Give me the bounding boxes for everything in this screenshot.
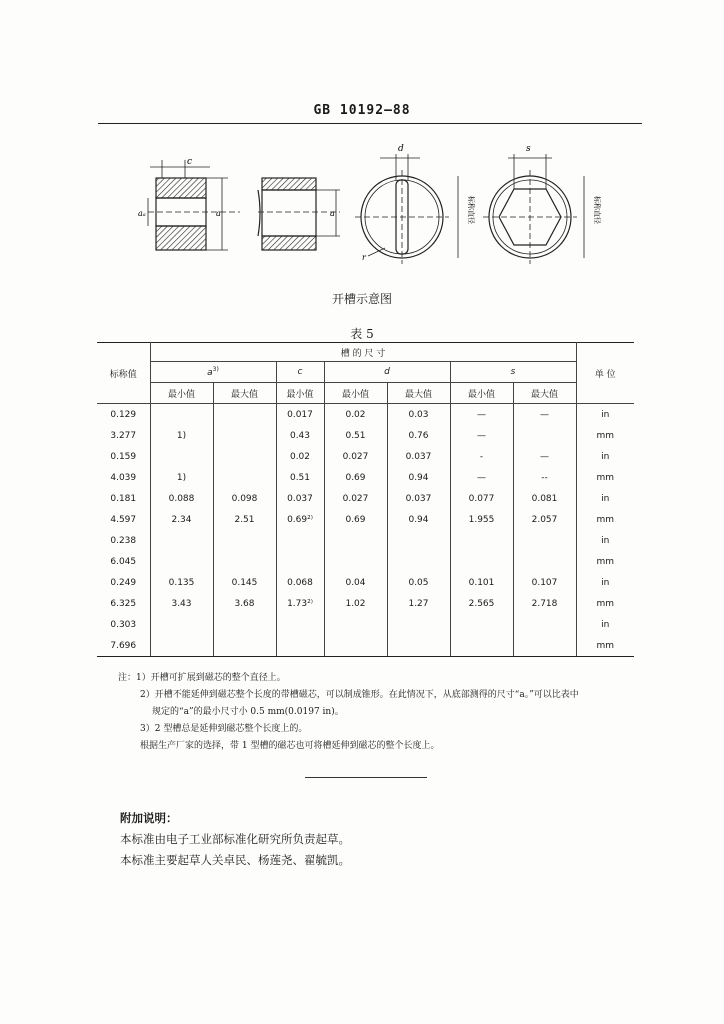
cell: 0.43 <box>276 425 324 446</box>
table-row <box>97 530 634 551</box>
cell: in <box>576 446 634 467</box>
cell: 2.51 <box>213 509 276 530</box>
cell: -- <box>513 467 576 488</box>
cell: 0.135 <box>150 572 213 593</box>
table-title: 表 5 <box>350 327 374 341</box>
cell: — <box>450 425 513 446</box>
table-row <box>97 593 634 614</box>
cell: 0.02 <box>324 404 387 426</box>
label-nominal-dia-1: 标称直径 <box>467 196 475 224</box>
label-a-2: a <box>330 209 335 218</box>
s-max: 最大值 <box>513 383 576 404</box>
cell: 1.955 <box>450 509 513 530</box>
cell <box>513 614 576 635</box>
a-max: 最大值 <box>213 383 276 404</box>
col-s-letter: s <box>510 367 516 377</box>
cell <box>324 530 387 551</box>
cell: 0.51 <box>324 425 387 446</box>
label-r: r <box>362 253 366 262</box>
cell: 3.68 <box>213 593 276 614</box>
cell: 0.69²⁾ <box>276 509 324 530</box>
cell: — <box>450 404 513 426</box>
cell <box>513 530 576 551</box>
cell <box>513 635 576 657</box>
cell <box>387 551 450 572</box>
cell: 0.098 <box>213 488 276 509</box>
cell <box>150 551 213 572</box>
cell <box>150 404 213 426</box>
cell: 6.325 <box>97 593 150 614</box>
cell: 0.69 <box>324 509 387 530</box>
cell <box>276 635 324 657</box>
table-notes <box>118 670 638 755</box>
cell: mm <box>576 425 634 446</box>
cell <box>324 551 387 572</box>
cell: 0.101 <box>450 572 513 593</box>
cell: in <box>576 488 634 509</box>
cell: - <box>450 446 513 467</box>
cell <box>213 551 276 572</box>
cell: 0.129 <box>97 404 150 426</box>
cell: 2.34 <box>150 509 213 530</box>
col-s <box>450 362 576 383</box>
addendum-title: 附加说明： <box>120 811 178 825</box>
cell: 0.145 <box>213 572 276 593</box>
cell: 1) <box>150 425 213 446</box>
cell: 4.597 <box>97 509 150 530</box>
label-a-1: a <box>216 209 221 218</box>
cell: 0.76 <box>387 425 450 446</box>
tapered-slot-section <box>148 160 240 250</box>
note-3-cont: 根据生产厂家的选择，带 1 型槽的磁芯也可将槽延伸到磁芯的整个长度上。 <box>140 741 440 751</box>
cell <box>513 551 576 572</box>
cell <box>150 635 213 657</box>
cell: 0.077 <box>450 488 513 509</box>
d-max: 最大值 <box>387 383 450 404</box>
type1-slot-end-view <box>355 154 458 264</box>
a-min: 最小值 <box>150 383 213 404</box>
group-header: 槽 的 尺 寸 <box>150 343 576 362</box>
cell: 0.94 <box>387 467 450 488</box>
cell <box>276 530 324 551</box>
cell <box>150 446 213 467</box>
cell <box>150 614 213 635</box>
col-a-letter: a <box>207 368 213 378</box>
standard-code-header: GB 10192—88 <box>313 103 411 118</box>
cell <box>213 446 276 467</box>
cell <box>276 551 324 572</box>
cell: 0.107 <box>513 572 576 593</box>
cell <box>450 614 513 635</box>
table-row <box>97 614 634 635</box>
cell <box>324 635 387 657</box>
label-d: d <box>398 144 404 154</box>
col-nominal: 标称值 <box>97 343 150 404</box>
header-rule <box>98 123 642 124</box>
cell: 0.04 <box>324 572 387 593</box>
cell: 0.027 <box>324 446 387 467</box>
label-a-sub: aₐ <box>138 209 146 218</box>
c-min: 最小值 <box>276 383 324 404</box>
cell: 0.068 <box>276 572 324 593</box>
cell: 1.27 <box>387 593 450 614</box>
slot-diagram <box>140 140 610 275</box>
cell <box>387 614 450 635</box>
cell: 1) <box>150 467 213 488</box>
cell: 0.02 <box>276 446 324 467</box>
cell: 3.277 <box>97 425 150 446</box>
cell: 0.017 <box>276 404 324 426</box>
cell: 0.037 <box>276 488 324 509</box>
cell: 7.696 <box>97 635 150 657</box>
cell: mm <box>576 593 634 614</box>
col-a <box>150 362 276 383</box>
cell <box>324 614 387 635</box>
table-row <box>97 446 634 467</box>
cell <box>387 530 450 551</box>
addendum <box>120 808 350 871</box>
end-rule <box>305 777 427 778</box>
table-row <box>97 635 634 657</box>
cell: 0.037 <box>387 446 450 467</box>
cell: in <box>576 572 634 593</box>
table-row <box>97 509 634 530</box>
cell: 2.057 <box>513 509 576 530</box>
cell: 6.045 <box>97 551 150 572</box>
addendum-line-1: 本标准由电子工业部标准化研究所负责起草。 <box>120 832 350 846</box>
cell <box>213 614 276 635</box>
table-row <box>97 551 634 572</box>
note-2-cont: 规定的“a”的最小尺寸小 0.5 mm(0.0197 in)。 <box>152 707 344 717</box>
cell: — <box>513 446 576 467</box>
cell <box>387 635 450 657</box>
cell: mm <box>576 551 634 572</box>
cell: 1.02 <box>324 593 387 614</box>
cell: 0.027 <box>324 488 387 509</box>
table-row <box>97 488 634 509</box>
cell: 0.159 <box>97 446 150 467</box>
cell: mm <box>576 467 634 488</box>
d-min: 最小值 <box>324 383 387 404</box>
cell: 0.249 <box>97 572 150 593</box>
cell: — <box>450 467 513 488</box>
cell: mm <box>576 635 634 657</box>
label-c-1: c <box>187 157 193 167</box>
label-s: s <box>526 144 531 154</box>
cell <box>213 530 276 551</box>
cell: 2.565 <box>450 593 513 614</box>
cell: — <box>513 404 576 426</box>
cell <box>213 425 276 446</box>
cell: 0.081 <box>513 488 576 509</box>
note-3: 3）2 型槽总是延伸到磁芯整个长度上的。 <box>140 724 308 734</box>
cell <box>513 425 576 446</box>
cell: 0.94 <box>387 509 450 530</box>
col-unit: 单 位 <box>576 343 634 404</box>
cell: 0.238 <box>97 530 150 551</box>
cell <box>150 530 213 551</box>
col-d <box>324 362 450 383</box>
cell: 0.03 <box>387 404 450 426</box>
note-2: 2）开槽不能延伸到磁芯整个长度的带槽磁芯，可以制成锥形。在此情况下，从底部测得的尺寸“a。”可以比表中 <box>140 690 579 700</box>
cell: mm <box>576 509 634 530</box>
cell <box>450 530 513 551</box>
cell <box>213 467 276 488</box>
cell: 1.73²⁾ <box>276 593 324 614</box>
cell <box>213 635 276 657</box>
cell: 0.69 <box>324 467 387 488</box>
addendum-line-2: 本标准主要起草人关卓民、杨莲尧、翟毓凯。 <box>120 853 350 867</box>
table-row <box>97 425 634 446</box>
col-a-note: 3) <box>212 366 219 373</box>
cell <box>276 614 324 635</box>
cell: 3.43 <box>150 593 213 614</box>
col-c-letter: c <box>297 366 303 377</box>
cell: in <box>576 530 634 551</box>
cell: 0.51 <box>276 467 324 488</box>
s-min: 最小值 <box>450 383 513 404</box>
cell: 4.039 <box>97 467 150 488</box>
cell <box>450 635 513 657</box>
col-c <box>276 362 324 383</box>
cell: in <box>576 404 634 426</box>
table-row <box>97 404 634 426</box>
cell <box>213 404 276 426</box>
cell: 0.181 <box>97 488 150 509</box>
type2-slot-end-view <box>483 154 584 264</box>
cell: 0.05 <box>387 572 450 593</box>
col-d-letter: d <box>384 367 390 377</box>
cell: 0.037 <box>387 488 450 509</box>
cell <box>450 551 513 572</box>
cell: 2.718 <box>513 593 576 614</box>
table-row <box>97 572 634 593</box>
cell: 0.303 <box>97 614 150 635</box>
note-1: 注：1）开槽可扩展到磁芯的整个直径上。 <box>118 673 286 683</box>
figure-caption: 开槽示意图 <box>331 292 392 306</box>
label-nominal-dia-2: 标称直径 <box>593 196 601 224</box>
cell: 0.088 <box>150 488 213 509</box>
slot-dimensions-table <box>97 342 634 657</box>
table-row <box>97 467 634 488</box>
cell: in <box>576 614 634 635</box>
straight-slot-section <box>258 178 340 250</box>
